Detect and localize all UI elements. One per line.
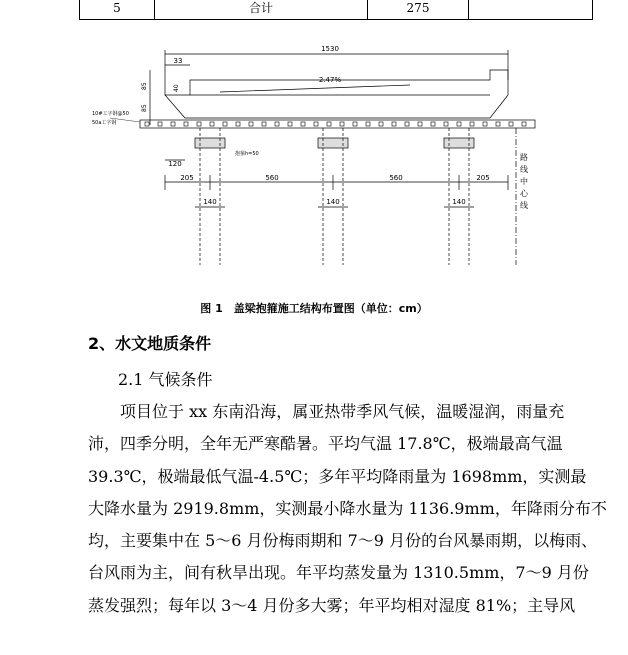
dim-120-label: 120 xyxy=(168,160,182,168)
dim-total-label: 1530 xyxy=(321,45,339,53)
dim-row-4: 205 xyxy=(476,174,490,182)
slope-label: 2.47% xyxy=(318,76,342,84)
svg-text:线: 线 xyxy=(520,165,528,174)
dim-h1-label: 85 xyxy=(141,82,148,90)
table-cell-name: 合计 xyxy=(155,0,368,19)
paragraph-line: 大降水量为 2919.8mm，实测最小降水量为 1136.9mm，年降雨分布不 xyxy=(88,498,607,518)
table-cell-number: 5 xyxy=(80,0,155,19)
dim-row-2: 560 xyxy=(265,174,279,182)
table-cell-value: 275 xyxy=(368,0,469,19)
table-row xyxy=(79,0,593,20)
dim-140-2: 140 xyxy=(326,198,340,206)
paragraph-line: 均，主要集中在 5～6 月份梅雨期和 7～9 月份的台风暴雨期，以梅雨、 xyxy=(88,531,598,551)
svg-text:心: 心 xyxy=(520,189,528,198)
svg-text:中: 中 xyxy=(520,177,528,186)
column-left xyxy=(195,128,225,265)
subsection-heading: 2.1 气候条件 xyxy=(118,370,213,389)
dim-h3-label: 85 xyxy=(141,104,148,112)
dim-140-1: 140 xyxy=(203,198,217,206)
column-middle xyxy=(318,128,348,265)
hoop-label: 抱箍h=50 xyxy=(235,151,259,157)
structure-drawing xyxy=(92,40,530,266)
dim-row-3: 560 xyxy=(389,174,403,182)
beam-holes xyxy=(145,122,526,126)
column-right xyxy=(444,128,474,265)
svg-text:路: 路 xyxy=(520,153,528,162)
figure-caption: 图 1 盖梁抱箍施工结构布置图（单位：cm） xyxy=(200,302,428,315)
table-cell-note xyxy=(469,0,591,19)
svg-text:线: 线 xyxy=(520,201,528,210)
climate-paragraph xyxy=(88,396,607,622)
dim-offset-label: 33 xyxy=(173,57,183,65)
beam-label-2: 50a工字钢 xyxy=(92,120,117,126)
section-heading: 2、水文地质条件 xyxy=(88,334,212,353)
centerline-label xyxy=(520,152,529,210)
paragraph-line: 蒸发强烈；每年以 3～4 月份多大雾；年平均相对湿度 81%；主导风 xyxy=(88,595,576,615)
paragraph-line: 台风雨为主，间有秋旱出现。年平均蒸发量为 1310.5mm，7～9 月份 xyxy=(88,563,589,583)
dim-row-1: 205 xyxy=(180,174,194,182)
paragraph-line: 项目位于 xx 东南沿海，属亚热带季风气候，温暖湿润，雨量充 xyxy=(120,402,565,421)
paragraph-line: 沛，四季分明，全年无严寒酷暑。平均气温 17.8℃，极端最高气温 xyxy=(88,434,563,454)
dim-h2-label: 40 xyxy=(173,84,180,92)
beam-label-1: 10#工字钢@50 xyxy=(92,111,129,117)
paragraph-line: 39.3℃，极端最低气温-4.5℃；多年平均降雨量为 1698mm，实测最 xyxy=(88,466,587,486)
dim-140-3: 140 xyxy=(452,198,466,206)
